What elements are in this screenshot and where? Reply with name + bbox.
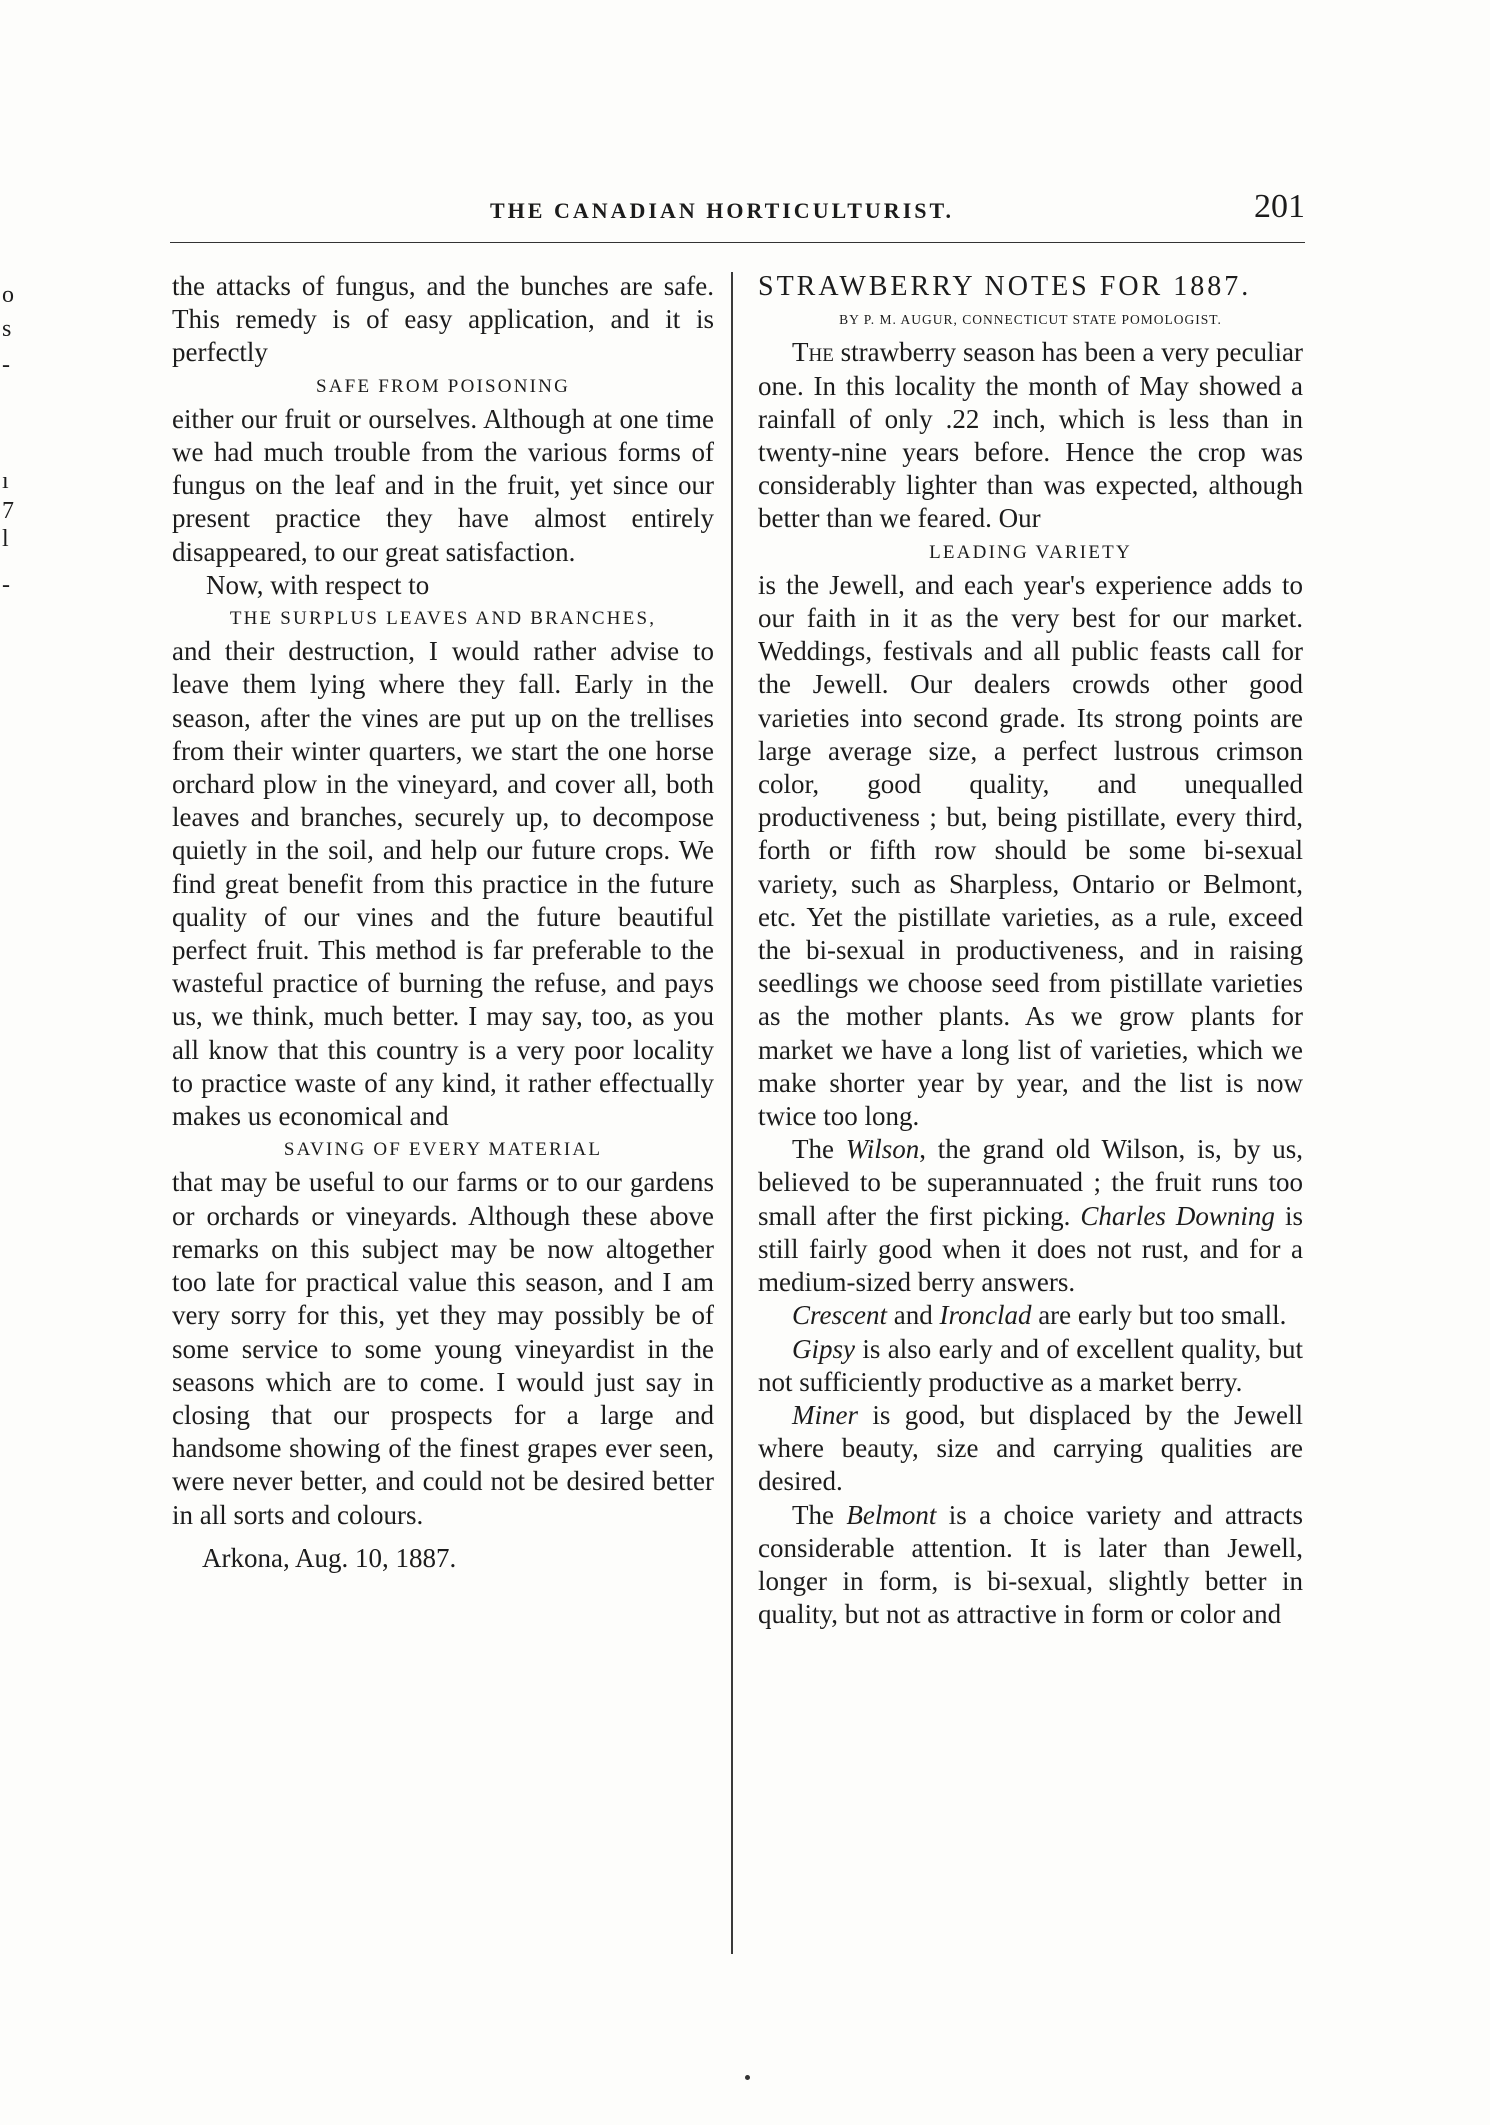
paragraph: is the Jewell, and each year's experience adds to our faith in it as the very best for our market. Weddings, festivals and all public feasts call for the Jewell. Our dealers crowds other good varieties into second grade. Its strong points are large average size, a perfect lustrous crimson color, good quality, and unequalled productiveness ; but, being pistillate, every third, forth or fifth row should be some bi-sexual variety, such as Sharpless, Ontario or Belmont, etc. Yet the pistillate varieties, as a rule, exceed the bi-sexual in productiveness, and in raising seedlings we choose seed from pistillate varieties as the mother plants. As we grow plants for market we have a long list of varieties, which we make shorter year by year, and the list is now twice too long. [758, 569, 1303, 1132]
signoff-dateline: Arkona, Aug. 10, 1887. [202, 1542, 457, 1573]
margin-mark: - [2, 572, 10, 598]
paragraph: that may be useful to our farms or to our gardens or orchards or vineyards. Although these above remarks on this subject may be now altogether too late for practical value this season, and I am very sorry for this, yet they may possibly be of some service to some young vineyardist in the seasons which are to come. I would just say in closing that our prospects for a large and handsome showing of the finest grapes ever seen, were never better, and could not be desired better in all sorts and colours. [172, 1167, 714, 1530]
page-number: 201 [1254, 188, 1305, 225]
page-header [170, 190, 1305, 243]
margin-mark: l [2, 526, 9, 552]
variety-name: Crescent [792, 1300, 887, 1331]
variety-name: Gipsy [792, 1333, 855, 1364]
page-speck [745, 2075, 750, 2080]
variety-name: Miner [792, 1399, 858, 1430]
paragraph-belmont: The Belmont is a choice variety and attracts considerable attention. It is later than Jewell, longer in form, is bi-sexual, slightly better in quality, but not as attractive in form or color and [758, 1499, 1303, 1630]
paragraph: Now, with respect to [206, 569, 430, 600]
variety-name: Belmont [846, 1499, 937, 1530]
paragraph: the attacks of fungus, and the bunches are safe. This remedy is of easy application, and it is perfectly [172, 271, 714, 368]
paragraph: and their destruction, I would rather advise to leave them lying where they fall. Early in the season, after the vines are put up on the trellises from their winter quarters, we start the one horse orchard plow in the vineyard, and cover all, both leaves and branches, securely up, to decompose quietly in the soil, and help our future crops. We find great benefit from this practice in the future quality of our vines and the future beautiful perfect fruit. This method is far preferable to the wasteful practice of burning the refuse, and pays us, we think, much better. I may say, too, as you all know that this country is a very poor locality to practice waste of any kind, it rather effectually makes us economical and [172, 636, 714, 1132]
paragraph-miner: Miner is good, but displaced by the Jewell where beauty, size and carrying qualities are desired. [758, 1399, 1303, 1497]
margin-mark: o [2, 282, 14, 308]
margin-mark: 7 [2, 498, 14, 524]
running-title: THE CANADIAN HORTICULTURIST. [490, 198, 955, 223]
paragraph: The strawberry season has been a very peculiar one. In this locality the month of May showed a rainfall of only .22 inch, which is less than in twenty-nine years before. Hence the crop was considerably lighter than was expected, although better than we feared. Our [758, 337, 1303, 534]
right-column [758, 270, 1303, 1631]
subheading-leading-variety: LEADING VARIETY [929, 541, 1132, 563]
paragraph: either our fruit or ourselves. Although at one time we had much trouble from the various forms of fungus on the leaf and in the fruit, yet since our present practice they have almost entirely disappeared, to our great satisfaction. [172, 403, 714, 567]
left-column [172, 270, 714, 1575]
margin-mark: s [2, 316, 12, 342]
variety-name: Charles Downing [1080, 1200, 1275, 1231]
margin-fragments [0, 220, 20, 620]
margin-mark: ı [2, 468, 9, 494]
article-title: STRAWBERRY NOTES FOR 1887. [758, 271, 1252, 302]
margin-mark: - [2, 352, 10, 378]
variety-name: Ironclad [939, 1300, 1032, 1331]
subheading-surplus-leaves: THE SURPLUS LEAVES AND BRANCHES, [229, 608, 657, 630]
paragraph-wilson: The Wilson, the grand old Wilson, is, by us, believed to be superannuated ; the fruit runs too small after the first picking. Charles Downing is still fairly good when it does not rust, and for a medium-sized berry answers. [758, 1134, 1304, 1298]
subheading-safe-from-poisoning: SAFE FROM POISONING [315, 375, 570, 397]
subheading-saving-material: SAVING OF EVERY MATERIAL [283, 1139, 603, 1161]
dropcap-word: The [792, 337, 834, 368]
column-divider [731, 272, 733, 1954]
variety-name: Wilson [845, 1134, 920, 1165]
article-byline: BY P. M. AUGUR, CONNECTICUT STATE POMOLOGIST. [839, 312, 1222, 328]
paragraph-crescent: Crescent and Ironclad are early but too small. [792, 1300, 1287, 1331]
paragraph-gipsy: Gipsy is also early and of excellent quality, but not sufficiently productive as a market berry. [758, 1333, 1303, 1397]
